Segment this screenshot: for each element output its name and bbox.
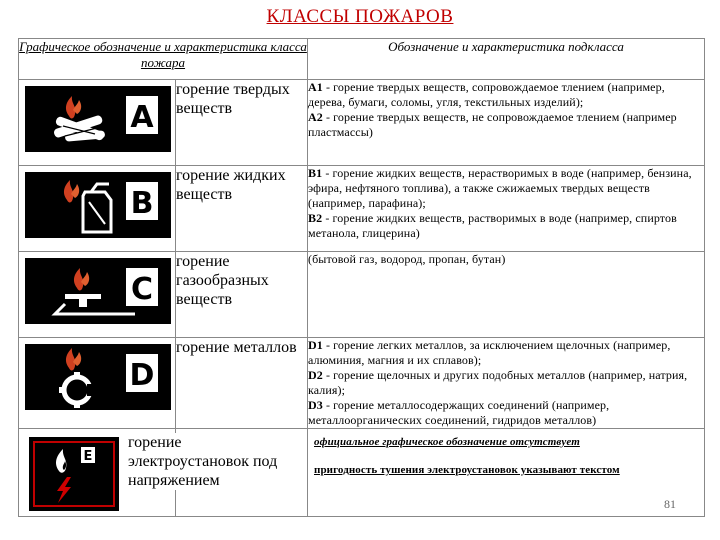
letter-a-badge: [126, 96, 158, 135]
table-row: [19, 338, 705, 429]
flame-icon: [56, 449, 66, 473]
gas-burner-icon: [55, 294, 135, 314]
table-row: [19, 166, 705, 252]
table-row: [19, 80, 705, 166]
class-name: [128, 429, 308, 517]
flame-icon: [66, 348, 81, 370]
class-letter: E: [83, 449, 93, 464]
class-d-fire-sign: [25, 344, 171, 410]
metal-gear-icon: [59, 372, 99, 408]
header-right: Обозначение и характеристика подкласса: [308, 39, 705, 80]
class-e-fire-sign: [29, 437, 119, 511]
class-name: горение жидких веществ: [176, 166, 308, 252]
class-name: горение газообразных веществ: [176, 252, 308, 338]
firewood-icon: [53, 114, 105, 141]
page-number: 81: [664, 497, 676, 511]
class-name: горение твердых веществ: [176, 80, 308, 166]
class-c-sign-cell: [19, 252, 176, 338]
table-row: [19, 252, 705, 338]
flame-icon: [64, 180, 79, 202]
class-description: (бытовой газ, водород, пропан, бутан): [308, 252, 705, 338]
letter-d-badge: [126, 354, 158, 393]
class-description: B1 - горение жидких веществ, нерастворимых в воде (например, бензина, эфира, нефтяного топлива), а также сжижаемых твердых веществ (например, парафина); B2 - горение жидких веществ, растворимых в воде (например, спиртов метанола, глицерина): [308, 166, 705, 252]
class-b-fire-sign: [25, 172, 171, 238]
class-letter: A: [130, 100, 154, 135]
class-d-sign-cell: [19, 338, 176, 429]
class-c-fire-sign: [25, 258, 171, 324]
class-letter: D: [129, 358, 155, 393]
header-left: Графическое обозначение и характеристика класса пожара: [19, 39, 308, 80]
extinguishing-note: пригодность тушения электроустановок указывают текстом: [314, 464, 620, 476]
letter-e-badge: [81, 447, 95, 464]
class-letter: B: [130, 186, 154, 221]
letter-b-badge: [126, 182, 158, 221]
class-description: [308, 429, 705, 517]
class-name: горение металлов: [176, 338, 308, 429]
class-a-fire-sign: [25, 86, 171, 152]
canister-icon: [83, 184, 111, 232]
class-description: D1 - горение легких металлов, за исключением щелочных (например, алюминия, магния и их сплавов); D2 - горение щелочных и других подобных металлов (например, натрия, калия); D3 - горение металлосодержащих соединений (например, металлоорганических соединений, гидридов металлов): [308, 338, 705, 429]
flame-icon: [74, 268, 89, 290]
class-e-name: горение электроустановок под напряжением: [128, 433, 304, 490]
official-note: официальное графическое обозначение отсутствует: [314, 436, 580, 448]
table-row: [19, 429, 705, 517]
class-letter: C: [130, 272, 154, 307]
lightning-bolt-icon: [57, 477, 71, 503]
fire-classes-table: [18, 38, 705, 517]
page-title: КЛАССЫ ПОЖАРОВ: [266, 6, 454, 27]
table-header-row: [19, 39, 705, 80]
class-description: A1 - горение твердых веществ, сопровождаемое тлением (например, дерева, бумаги, соломы, угля, текстильных изделий); A2 - горение твердых веществ, не сопровождаемое тлением (например пластмассы): [308, 80, 705, 166]
class-b-sign-cell: [19, 166, 176, 252]
letter-c-badge: [126, 268, 158, 307]
flame-icon: [66, 96, 81, 118]
class-a-sign-cell: [19, 80, 176, 166]
